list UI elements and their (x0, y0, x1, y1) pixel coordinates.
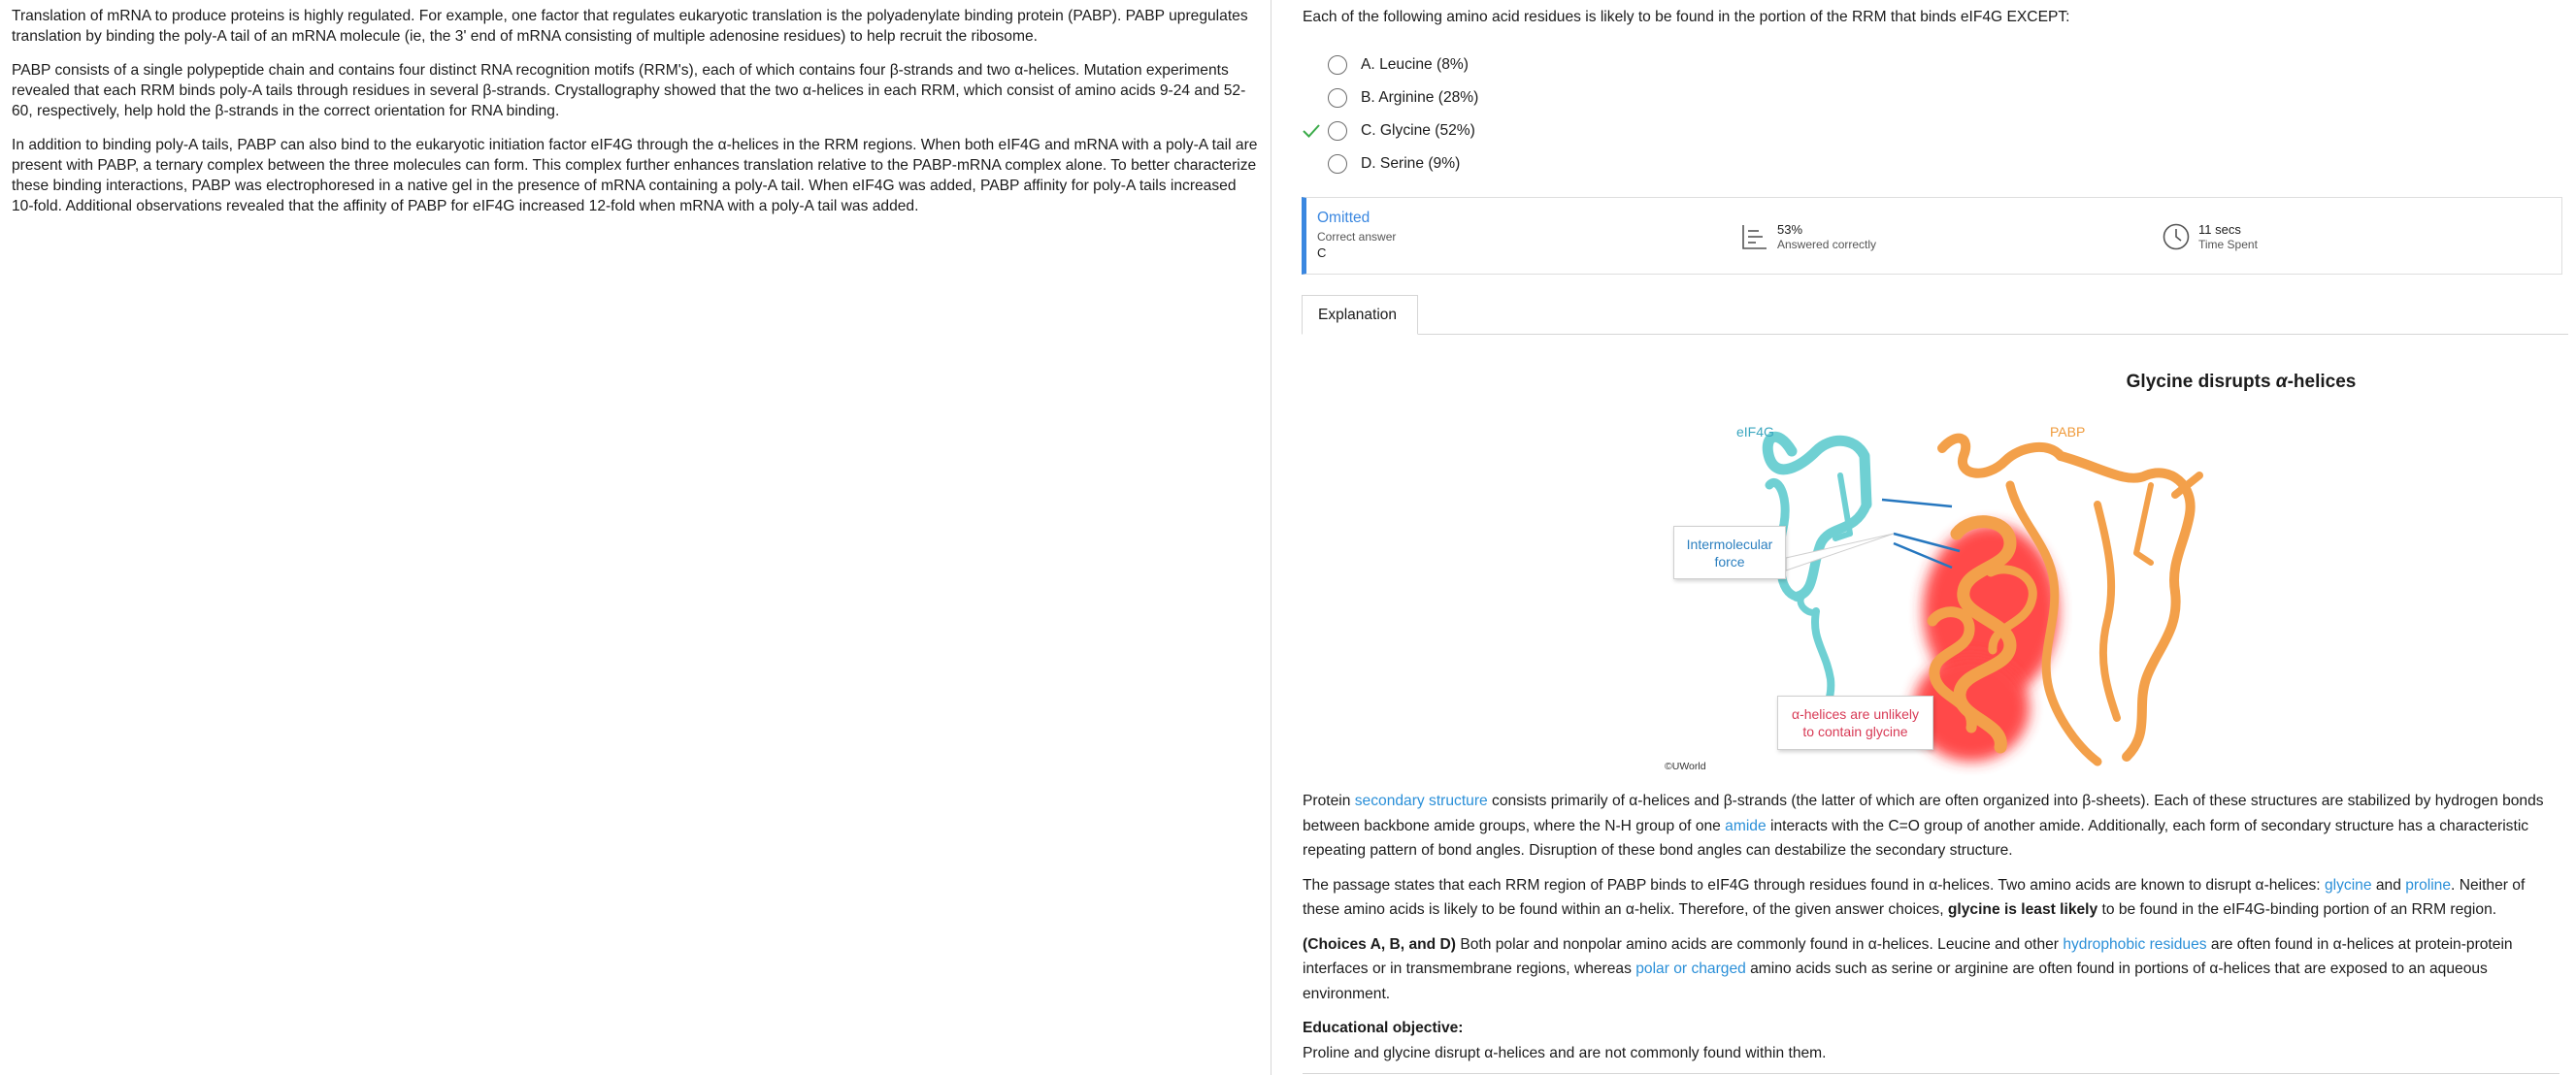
protein-figure (1272, 398, 2576, 786)
bottom-divider (1303, 1073, 2559, 1074)
helix-glycine-callout (1777, 696, 1933, 750)
answer-choice-a[interactable] (1302, 49, 1478, 81)
percent-correct-value: 53% (1777, 222, 1803, 237)
intermolecular-force-callout (1673, 526, 1786, 579)
answer-choice-c[interactable] (1302, 114, 1478, 147)
time-spent-stat (2162, 222, 2258, 251)
passage-pane (0, 0, 1271, 1075)
objective-heading: Educational objective: (1303, 1020, 1464, 1036)
percent-correct-label: Answered correctly (1777, 238, 1877, 251)
pabp-label: PABP (2050, 424, 2086, 440)
link-glycine[interactable]: glycine (2324, 876, 2372, 894)
question-stem: Each of the following amino acid residues is likely to be found in the portion of the RRM that binds eIF4G EXCEPT: (1303, 9, 2070, 25)
passage-paragraph-3: In addition to binding poly-A tails, PABP can also bind to the eukaryotic initiation factor eIF4G through the α-helices in the RRM regions. When both eIF4G and mRNA with a poly-A tail are present with PABP, a ternary complex between the three molecules can form. This complex further enhances translation relative to the PABP-mRNA complex alone. To better characterize these binding interactions, PABP was electrophoresed in a native gel in the presence of mRNA containing a poly-A tail. When eIF4G was added, PABP affinity for poly-A tails increased 10-fold. Additional observations revealed that the affinity of PABP for eIF4G increased 12-fold when mRNA with a poly-A tail was added. (12, 137, 1258, 214)
educational-objective (1303, 1016, 2559, 1041)
radio-button[interactable] (1328, 55, 1347, 75)
copyright-notice: ©UWorld (1665, 761, 1706, 772)
figure-title-suffix: -helices (2287, 372, 2357, 392)
passage-paragraph-1: Translation of mRNA to produce proteins is highly regulated. For example, one factor that regulates eukaryotic translation is the polyadenylate binding protein (PABP). PABP upregulates translation by binding the poly-A tail of an mRNA molecule (ie, the 3' end of mRNA consisting of multiple adenosine residues) to help recruit the ribosome. (12, 8, 1248, 45)
figure-title-prefix: Glycine disrupts (2126, 372, 2276, 392)
radio-button[interactable] (1328, 121, 1347, 141)
explanation-paragraph-1: Protein secondary structure consists primarily of α-helices and β-strands (the latter of which are often organized into β-sheets). Each of these structures are stabilized by hydrogen bonds between backbone amide groups, where the N-H group of one amide interacts with the C=O group of another amide. Additionally, each form of secondary structure has a characteristic repeating pattern of bond angles. Disruption of these bond angles can destabilize the secondary structure. (1303, 793, 2544, 859)
percent-correct-stat (1740, 222, 1876, 251)
callout-force-line-1: Intermolecular (1686, 537, 1773, 552)
explanation-paragraph-3: (Choices A, B, and D) Both polar and nonpolar amino acids are commonly found in α-helices. Leucine and other hydrophobic residues are often found in α-helices at protein-protein interfaces or in transmembrane regions, whereas polar or charged amino acids such as serine or arginine are often found in portions of α-helices that are exposed to an aqueous environment. (1303, 935, 2513, 1002)
figure-title (1821, 372, 2576, 393)
passage-paragraph-2: PABP consists of a single polypeptide chain and contains four distinct RNA recognition motifs (RRM's), each of which contains four β-strands and two α-helices. Mutation experiments revealed that each RRM binds poly-A tails through residues in several β-strands. Crystallography showed that the two α-helices in each RRM, which consist of amino acids 9-24 and 52-60, respectively, help hold the β-strands in the correct orientation for RNA binding. (12, 62, 1246, 119)
figure-title-alpha: α (2275, 372, 2288, 392)
choice-label: A. Leucine (8%) (1361, 56, 1469, 73)
explanation-paragraph-2: The passage states that each RRM region of PABP binds to eIF4G through residues found in α-helices. Two amino acids are known to disrupt α-helices: glycine and proline. Neither of these amino acids is likely to be found within an α-helix. Therefore, of the given answer choices, glycine is least likely to be found in the eIF4G-binding portion of an RRM region. (1303, 876, 2526, 918)
results-bar (1302, 197, 2562, 275)
time-spent-value: 11 secs (2198, 222, 2241, 237)
bar-chart-icon (1740, 222, 1769, 251)
link-secondary-structure[interactable]: secondary structure (1354, 793, 1488, 809)
correct-answer-label: Correct answer (1317, 230, 1397, 244)
answer-choice-d[interactable] (1302, 147, 1478, 180)
link-polar-or-charged[interactable]: polar or charged (1635, 961, 1746, 977)
eif4g-label: eIF4G (1736, 424, 1774, 440)
explanation-text (1303, 789, 2559, 1075)
choice-label: B. Arginine (28%) (1361, 89, 1479, 106)
radio-button[interactable] (1328, 154, 1347, 174)
tab-divider (1302, 334, 2568, 335)
link-hydrophobic-residues[interactable]: hydrophobic residues (2063, 935, 2207, 953)
eif4g-structure (1763, 437, 1866, 733)
tab-explanation[interactable]: Explanation (1302, 295, 1418, 335)
clock-icon (2162, 222, 2191, 251)
choice-label: C. Glycine (52%) (1361, 122, 1475, 139)
callout-helix-line-1: α-helices are unlikely (1791, 706, 1920, 722)
correct-check-icon (1302, 122, 1321, 140)
question-pane (1272, 0, 2576, 1075)
correct-answer-value: C (1317, 245, 1327, 260)
objective-text: Proline and glycine disrupt α-helices and are not commonly found within them. (1303, 1044, 1827, 1061)
omitted-label: Omitted (1317, 210, 1371, 226)
result-status (1317, 210, 1396, 260)
link-amide[interactable]: amide (1725, 817, 1767, 834)
time-spent-label: Time Spent (2198, 238, 2258, 251)
answer-choice-b[interactable] (1302, 81, 1478, 114)
answer-choices (1302, 49, 1478, 180)
callout-force-line-2: force (1714, 554, 1745, 570)
radio-button[interactable] (1328, 88, 1347, 108)
callout-helix-line-2: to contain glycine (1802, 724, 1908, 739)
link-proline[interactable]: proline (2405, 876, 2452, 894)
choice-label: D. Serine (9%) (1361, 155, 1461, 172)
